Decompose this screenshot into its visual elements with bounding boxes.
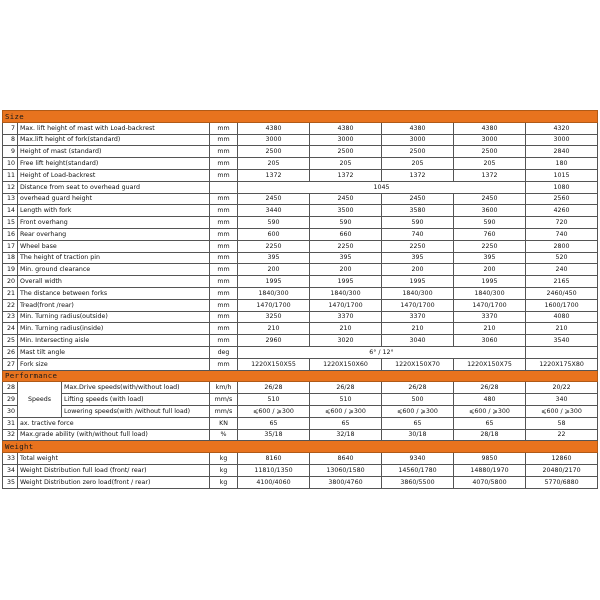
value-cell: 65 xyxy=(382,417,454,429)
value-cell: 205 xyxy=(238,158,310,170)
size-row xyxy=(3,311,598,323)
size-row xyxy=(3,217,598,229)
value-cell: 4260 xyxy=(526,205,598,217)
value-cell: 210 xyxy=(382,323,454,335)
value-cell: 26/28 xyxy=(382,382,454,394)
row-number: 32 xyxy=(3,429,18,441)
value-cell: 2450 xyxy=(310,193,382,205)
performance-row xyxy=(3,417,598,429)
row-unit: mm xyxy=(210,358,238,370)
value-cell: 2450 xyxy=(454,193,526,205)
size-row xyxy=(3,169,598,181)
row-label: Overall width xyxy=(18,276,210,288)
performance-row xyxy=(3,429,598,441)
row-number: 10 xyxy=(3,158,18,170)
size-row xyxy=(3,276,598,288)
row-number: 35 xyxy=(3,476,18,488)
size-row xyxy=(3,287,598,299)
row-label: Fork size xyxy=(18,358,210,370)
row-unit: mm xyxy=(210,335,238,347)
row-number: 27 xyxy=(3,358,18,370)
value-cell: 2250 xyxy=(310,240,382,252)
value-cell: 395 xyxy=(238,252,310,264)
merged-value: 1045 xyxy=(238,181,526,193)
row-label: Min. Turning radius(outside) xyxy=(18,311,210,323)
value-cell: 3580 xyxy=(382,205,454,217)
row-label: Lowering speeds(with /without full load) xyxy=(62,405,210,417)
value-cell: 660 xyxy=(310,228,382,240)
value-cell: 8640 xyxy=(310,453,382,465)
row-number: 7 xyxy=(3,122,18,134)
row-label: Wheel base xyxy=(18,240,210,252)
row-label: Front overhang xyxy=(18,217,210,229)
value-cell: 3800/4760 xyxy=(310,476,382,488)
row-label: ax. tractive force xyxy=(18,417,210,429)
value-cell: 3860/5500 xyxy=(382,476,454,488)
value-cell: 740 xyxy=(382,228,454,240)
value-cell: ⩽600 / ⩾300 xyxy=(310,405,382,417)
value-cell: 4380 xyxy=(238,122,310,134)
value-cell: 1220X150X60 xyxy=(310,358,382,370)
value-cell: 395 xyxy=(310,252,382,264)
row-label: Min. Turning radius(inside) xyxy=(18,323,210,335)
value-cell: 240 xyxy=(526,264,598,276)
value-cell: 65 xyxy=(310,417,382,429)
row-number: 26 xyxy=(3,346,18,358)
size-row xyxy=(3,205,598,217)
section-title: Performance xyxy=(3,370,598,382)
value-cell: 1080 xyxy=(526,181,598,193)
row-number: 12 xyxy=(3,181,18,193)
value-cell: 12860 xyxy=(526,453,598,465)
value-cell: 3250 xyxy=(238,311,310,323)
value-cell: 2250 xyxy=(238,240,310,252)
value-cell: 28/18 xyxy=(454,429,526,441)
section-title: Size xyxy=(3,111,598,123)
row-label: The height of traction pin xyxy=(18,252,210,264)
size-row xyxy=(3,240,598,252)
value-cell: 590 xyxy=(310,217,382,229)
value-cell: 1470/1700 xyxy=(238,299,310,311)
value-cell: 20480/2170 xyxy=(526,464,598,476)
performance-speed-row xyxy=(3,382,598,394)
value-cell: 2460/450 xyxy=(526,287,598,299)
row-unit: mm xyxy=(210,323,238,335)
value-cell: 200 xyxy=(238,264,310,276)
value-cell: 3020 xyxy=(310,335,382,347)
value-cell: 1840/300 xyxy=(454,287,526,299)
row-unit: kg xyxy=(210,453,238,465)
row-number: 22 xyxy=(3,299,18,311)
value-cell: 26/28 xyxy=(238,382,310,394)
value-cell: 1470/1700 xyxy=(454,299,526,311)
row-label: Mast tilt angle xyxy=(18,346,210,358)
size-row xyxy=(3,193,598,205)
row-unit: mm xyxy=(210,228,238,240)
spec-sheet xyxy=(2,110,597,489)
row-unit: mm xyxy=(210,276,238,288)
size-row xyxy=(3,264,598,276)
value-cell: 1372 xyxy=(382,169,454,181)
row-label: Tread(front /rear) xyxy=(18,299,210,311)
value-cell: 2500 xyxy=(238,146,310,158)
speeds-group-label: Speeds xyxy=(18,382,62,417)
row-unit: mm xyxy=(210,169,238,181)
row-number: 28 xyxy=(3,382,18,394)
value-cell: 200 xyxy=(454,264,526,276)
value-cell: 1220X150X55 xyxy=(238,358,310,370)
value-cell: 3440 xyxy=(238,205,310,217)
value-cell: 205 xyxy=(382,158,454,170)
row-number: 23 xyxy=(3,311,18,323)
row-label: Total weight xyxy=(18,453,210,465)
row-number: 29 xyxy=(3,394,18,406)
row-label: Max.grade ability (with/without full load) xyxy=(18,429,210,441)
value-cell: 1995 xyxy=(454,276,526,288)
value-cell: 760 xyxy=(454,228,526,240)
row-label: Length with fork xyxy=(18,205,210,217)
value-cell: 2250 xyxy=(382,240,454,252)
row-number: 24 xyxy=(3,323,18,335)
value-cell: 1372 xyxy=(238,169,310,181)
spec-table-body xyxy=(3,111,598,489)
performance-speed-row xyxy=(3,394,598,406)
row-unit: deg xyxy=(210,346,238,358)
value-cell: 1220X175X80 xyxy=(526,358,598,370)
row-number: 18 xyxy=(3,252,18,264)
value-cell: 1840/300 xyxy=(238,287,310,299)
row-number: 17 xyxy=(3,240,18,252)
value-cell: 200 xyxy=(310,264,382,276)
value-cell: 590 xyxy=(454,217,526,229)
value-cell: 520 xyxy=(526,252,598,264)
value-cell: 3000 xyxy=(382,134,454,146)
row-label: The distance between forks xyxy=(18,287,210,299)
size-row xyxy=(3,358,598,370)
row-label: Distance from seat to overhead guard xyxy=(18,181,210,193)
row-label: Free lift height(standard) xyxy=(18,158,210,170)
row-number: 21 xyxy=(3,287,18,299)
section-header-size xyxy=(3,111,598,123)
value-cell: 740 xyxy=(526,228,598,240)
value-cell: 1995 xyxy=(310,276,382,288)
size-row xyxy=(3,346,598,358)
value-cell: 720 xyxy=(526,217,598,229)
size-row xyxy=(3,181,598,193)
value-cell: 65 xyxy=(454,417,526,429)
merged-value: 6° / 12° xyxy=(238,346,526,358)
weight-row xyxy=(3,464,598,476)
value-cell: 2250 xyxy=(454,240,526,252)
row-label: overhead guard height xyxy=(18,193,210,205)
value-cell: 3000 xyxy=(526,134,598,146)
value-cell: 1372 xyxy=(454,169,526,181)
value-cell: 500 xyxy=(382,394,454,406)
row-unit: mm/s xyxy=(210,394,238,406)
value-cell: 395 xyxy=(454,252,526,264)
value-cell: 205 xyxy=(310,158,382,170)
row-unit: KN xyxy=(210,417,238,429)
value-cell: 1600/1700 xyxy=(526,299,598,311)
value-cell: 22 xyxy=(526,429,598,441)
row-unit: mm xyxy=(210,240,238,252)
value-cell: 3000 xyxy=(310,134,382,146)
row-number: 8 xyxy=(3,134,18,146)
value-cell: 4320 xyxy=(526,122,598,134)
size-row xyxy=(3,146,598,158)
value-cell: 1220X150X75 xyxy=(454,358,526,370)
value-cell: 1372 xyxy=(310,169,382,181)
value-cell: 1470/1700 xyxy=(382,299,454,311)
value-cell: 3370 xyxy=(454,311,526,323)
value-cell: 480 xyxy=(454,394,526,406)
value-cell: 510 xyxy=(238,394,310,406)
row-number: 16 xyxy=(3,228,18,240)
value-cell: 205 xyxy=(454,158,526,170)
size-row xyxy=(3,122,598,134)
weight-row xyxy=(3,453,598,465)
value-cell: 2560 xyxy=(526,193,598,205)
value-cell: 14880/1970 xyxy=(454,464,526,476)
value-cell: ⩽600 / ⩾300 xyxy=(238,405,310,417)
row-label: Height of Load-backrest xyxy=(18,169,210,181)
value-cell: 35/18 xyxy=(238,429,310,441)
row-unit: mm xyxy=(210,311,238,323)
value-cell: 4070/5800 xyxy=(454,476,526,488)
row-unit: mm xyxy=(210,252,238,264)
row-unit: kg xyxy=(210,476,238,488)
value-cell: 4380 xyxy=(382,122,454,134)
value-cell: 2165 xyxy=(526,276,598,288)
row-label: Weight Distribution full load (front/ rear) xyxy=(18,464,210,476)
value-cell: 200 xyxy=(382,264,454,276)
value-cell: 4100/4060 xyxy=(238,476,310,488)
value-cell: ⩽600 / ⩾300 xyxy=(526,405,598,417)
value-cell: 3060 xyxy=(454,335,526,347)
row-unit: mm xyxy=(210,287,238,299)
value-cell: 32/18 xyxy=(310,429,382,441)
value-cell: 1220X150X70 xyxy=(382,358,454,370)
value-cell: 1470/1700 xyxy=(310,299,382,311)
row-label: Min. Intersecting aisle xyxy=(18,335,210,347)
row-unit: mm xyxy=(210,134,238,146)
size-row xyxy=(3,134,598,146)
size-row xyxy=(3,158,598,170)
row-number: 13 xyxy=(3,193,18,205)
value-cell: 9340 xyxy=(382,453,454,465)
weight-row xyxy=(3,476,598,488)
value-cell: 210 xyxy=(526,323,598,335)
row-unit: mm/s xyxy=(210,405,238,417)
row-label: Weight Distribution zero load(front / rear) xyxy=(18,476,210,488)
row-unit: mm xyxy=(210,122,238,134)
value-cell: 2500 xyxy=(382,146,454,158)
performance-speed-row xyxy=(3,405,598,417)
row-number: 34 xyxy=(3,464,18,476)
size-row xyxy=(3,335,598,347)
value-cell: 1840/300 xyxy=(382,287,454,299)
value-cell: 26/28 xyxy=(454,382,526,394)
value-cell: 2500 xyxy=(454,146,526,158)
row-label: Min. ground clearance xyxy=(18,264,210,276)
row-number: 15 xyxy=(3,217,18,229)
value-cell: 20/22 xyxy=(526,382,598,394)
row-unit: mm xyxy=(210,158,238,170)
value-cell: 590 xyxy=(382,217,454,229)
row-label: Height of mast (standard) xyxy=(18,146,210,158)
value-cell: 600 xyxy=(238,228,310,240)
row-number: 19 xyxy=(3,264,18,276)
row-unit xyxy=(210,181,238,193)
value-cell: 14560/1780 xyxy=(382,464,454,476)
size-row xyxy=(3,323,598,335)
section-header-performance xyxy=(3,370,598,382)
row-label: Max. lift height of mast with Load-backrest xyxy=(18,122,210,134)
value-cell: 11810/1350 xyxy=(238,464,310,476)
row-unit: kg xyxy=(210,464,238,476)
row-unit: % xyxy=(210,429,238,441)
row-number: 31 xyxy=(3,417,18,429)
section-title: Weight xyxy=(3,441,598,453)
value-cell: 2840 xyxy=(526,146,598,158)
value-cell: 510 xyxy=(310,394,382,406)
row-number: 25 xyxy=(3,335,18,347)
size-row xyxy=(3,228,598,240)
value-cell: 4080 xyxy=(526,311,598,323)
value-cell: 3540 xyxy=(526,335,598,347)
row-number: 14 xyxy=(3,205,18,217)
value-cell: 3600 xyxy=(454,205,526,217)
row-unit: mm xyxy=(210,193,238,205)
value-cell: 5770/6880 xyxy=(526,476,598,488)
row-number: 33 xyxy=(3,453,18,465)
value-cell: 2800 xyxy=(526,240,598,252)
value-cell: 30/18 xyxy=(382,429,454,441)
value-cell: 1995 xyxy=(238,276,310,288)
value-cell: 1995 xyxy=(382,276,454,288)
value-cell: 3370 xyxy=(310,311,382,323)
row-number: 9 xyxy=(3,146,18,158)
row-label: Max.Drive speeds(with/without load) xyxy=(62,382,210,394)
row-unit: mm xyxy=(210,205,238,217)
value-cell: 1840/300 xyxy=(310,287,382,299)
value-cell: 3040 xyxy=(382,335,454,347)
value-cell: 3500 xyxy=(310,205,382,217)
value-cell: 4380 xyxy=(310,122,382,134)
value-cell: 2450 xyxy=(238,193,310,205)
value-cell: 13060/1580 xyxy=(310,464,382,476)
row-unit: mm xyxy=(210,299,238,311)
value-cell: 4380 xyxy=(454,122,526,134)
value-cell: 210 xyxy=(310,323,382,335)
value-cell: 2500 xyxy=(310,146,382,158)
value-cell: 3370 xyxy=(382,311,454,323)
row-label: Max.lift height of fork(standard) xyxy=(18,134,210,146)
value-cell: ⩽600 / ⩾300 xyxy=(382,405,454,417)
value-cell: 65 xyxy=(238,417,310,429)
value-cell: 180 xyxy=(526,158,598,170)
row-number: 20 xyxy=(3,276,18,288)
row-number: 11 xyxy=(3,169,18,181)
value-cell: 590 xyxy=(238,217,310,229)
value-cell: 26/28 xyxy=(310,382,382,394)
value-cell: 210 xyxy=(238,323,310,335)
value-cell: 210 xyxy=(454,323,526,335)
value-cell: 9850 xyxy=(454,453,526,465)
value-cell: 3000 xyxy=(238,134,310,146)
row-label: Rear overhang xyxy=(18,228,210,240)
row-unit: mm xyxy=(210,264,238,276)
value-cell: 58 xyxy=(526,417,598,429)
row-unit: mm xyxy=(210,217,238,229)
value-cell: ⩽600 / ⩾300 xyxy=(454,405,526,417)
row-unit: mm xyxy=(210,146,238,158)
spec-table xyxy=(2,110,598,489)
size-row xyxy=(3,252,598,264)
row-number: 30 xyxy=(3,405,18,417)
value-cell: 395 xyxy=(382,252,454,264)
value-cell xyxy=(526,346,598,358)
row-label: Lifting speeds (with load) xyxy=(62,394,210,406)
size-row xyxy=(3,299,598,311)
value-cell: 3000 xyxy=(454,134,526,146)
value-cell: 8160 xyxy=(238,453,310,465)
value-cell: 1015 xyxy=(526,169,598,181)
row-unit: km/h xyxy=(210,382,238,394)
value-cell: 2960 xyxy=(238,335,310,347)
value-cell: 2450 xyxy=(382,193,454,205)
section-header-weight xyxy=(3,441,598,453)
value-cell: 340 xyxy=(526,394,598,406)
